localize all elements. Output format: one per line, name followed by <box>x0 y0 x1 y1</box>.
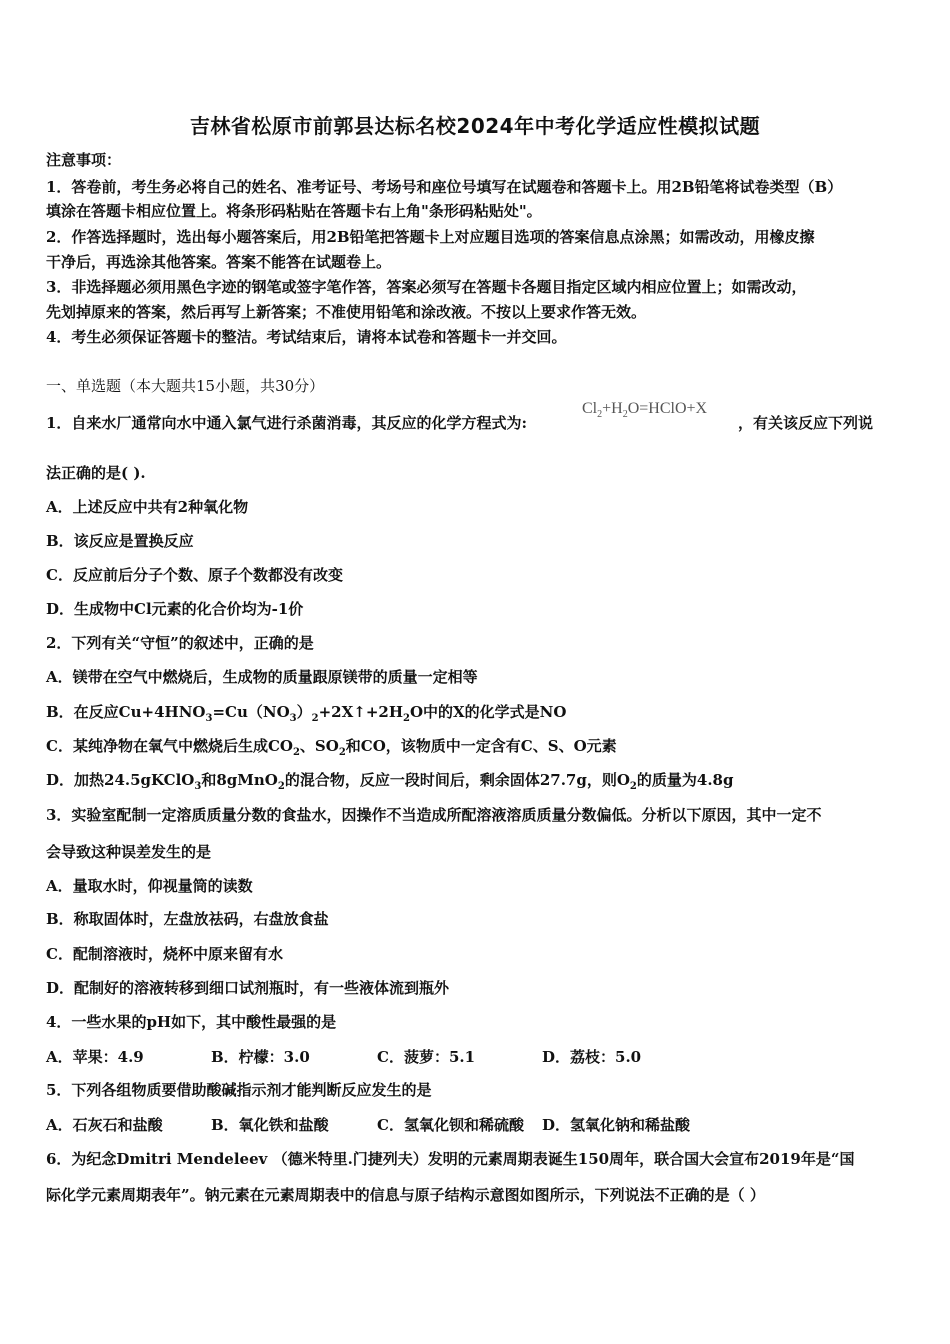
notice-heading: 注意事项： <box>46 151 122 169</box>
question-1-option: C．反应前后分子个数、原子个数都没有改变 <box>46 566 343 584</box>
question-4-option: B．柠檬：3.0 <box>211 1048 310 1066</box>
question-3-option: A．量取水时，仰视量筒的读数 <box>46 877 253 895</box>
question-2-stem: 2．下列有关“守恒”的叙述中，正确的是 <box>46 634 314 652</box>
question-5-option: C．氢氧化钡和稀硫酸 <box>377 1116 524 1134</box>
question-3-stem-cont: 会导致这种误差发生的是 <box>46 843 212 861</box>
notice-line: 4．考生必须保证答题卡的整洁。考试结束后，请将本试卷和答题卡一并交回。 <box>46 328 567 346</box>
question-5-option: D．氢氧化钠和稀盐酸 <box>542 1116 691 1134</box>
notice-line: 2．作答选择题时，选出每小题答案后，用2B铅笔把答题卡上对应题目选项的答案信息点涂黑；如需改动，用橡皮擦 <box>46 228 815 246</box>
chemical-equation: $Cl_2+H_2O=HClO+X$ <box>582 400 708 421</box>
question-1-stem: 1．自来水厂通常向水中通入氯气进行杀菌消毒，其反应的化学方程式为: <box>46 414 527 432</box>
question-5-option: B．氧化铁和盐酸 <box>211 1116 329 1134</box>
question-1-option: D．生成物中Cl元素的化合价均为-1价 <box>46 600 304 618</box>
question-3-option: C．配制溶液时，烧杯中原来留有水 <box>46 945 283 963</box>
section-heading: 一、单选题（本大题共15小题，共30分） <box>46 377 325 395</box>
notice-line: 干净后，再选涂其他答案。答案不能答在试题卷上。 <box>46 253 392 271</box>
question-1-option: B．该反应是置换反应 <box>46 532 194 550</box>
question-4-option: A．苹果：4.9 <box>46 1048 144 1066</box>
question-5-stem: 5．下列各组物质要借助酸碱指示剂才能判断反应发生的是 <box>46 1081 432 1099</box>
question-1-stem-cont: 法正确的是( ). <box>46 464 146 482</box>
notice-line: 填涂在答题卡相应位置上。将条形码粘贴在答题卡右上角"条形码粘贴处"。 <box>46 202 542 220</box>
question-2-option: C．某纯净物在氧气中燃烧后生成$CO_2$、$SO_2$和CO，该物质中一定含有C、S、O元素 <box>46 737 617 758</box>
question-2-option: A．镁带在空气中燃烧后，生成物的质量跟原镁带的质量一定相等 <box>46 668 478 686</box>
question-4-option: D．荔枝：5.0 <box>542 1048 642 1066</box>
question-3-option: B．称取固体时，左盘放祛码，右盘放食盐 <box>46 910 329 928</box>
question-4-option: C．菠萝：5.1 <box>377 1048 476 1066</box>
question-1-option: A．上述反应中共有2种氧化物 <box>46 498 249 516</box>
page-title: 吉林省松原市前郭县达标名校2024年中考化学适应性模拟试题 <box>189 114 761 138</box>
question-6-stem: 6．为纪念Dmitri Mendeleev （德米特里.门捷列夫）发明的元素周期表诞生150周年，联合国大会宣布2019年是“国 <box>46 1150 855 1168</box>
question-3-stem: 3．实验室配制一定溶质质量分数的食盐水，因操作不当造成所配溶液溶质质量分数偏低。分析以下原因，其中一定不 <box>46 806 822 824</box>
question-6-stem-cont: 际化学元素周期表年”。钠元素在元素周期表中的信息与原子结构示意图如图所示，下列说法不正确的是（ ） <box>46 1186 765 1204</box>
notice-line: 先划掉原来的答案，然后再写上新答案；不准使用铅笔和涂改液。不按以上要求作答无效。 <box>46 303 647 321</box>
question-5-option: A．石灰石和盐酸 <box>46 1116 163 1134</box>
question-2-option: D．加热24.5gKClO$_3$和8gMnO$_2$的混合物，反应一段时间后，剩余固体27.7g，则$O_2$的质量为4.8g <box>46 771 734 792</box>
question-3-option: D．配制好的溶液转移到细口试剂瓶时，有一些液体流到瓶外 <box>46 979 450 997</box>
question-2-option: B．在反应$Cu+4HNO_3=Cu(NO_3)_2+2X↑+2H_2O$中的X的化学式是NO <box>46 703 567 724</box>
question-4-stem: 4．一些水果的pH如下，其中酸性最强的是 <box>46 1013 337 1031</box>
question-1-stem-tail: ，有关该反应下列说 <box>738 414 874 432</box>
notice-line: 3．非选择题必须用黑色字迹的钢笔或签字笔作答，答案必须写在答题卡各题目指定区域内相应位置上；如需改动， <box>46 278 807 296</box>
notice-line: 1．答卷前，考生务必将自己的姓名、准考证号、考场号和座位号填写在试题卷和答题卡上。用2B铅笔将试卷类型（B） <box>46 178 843 196</box>
